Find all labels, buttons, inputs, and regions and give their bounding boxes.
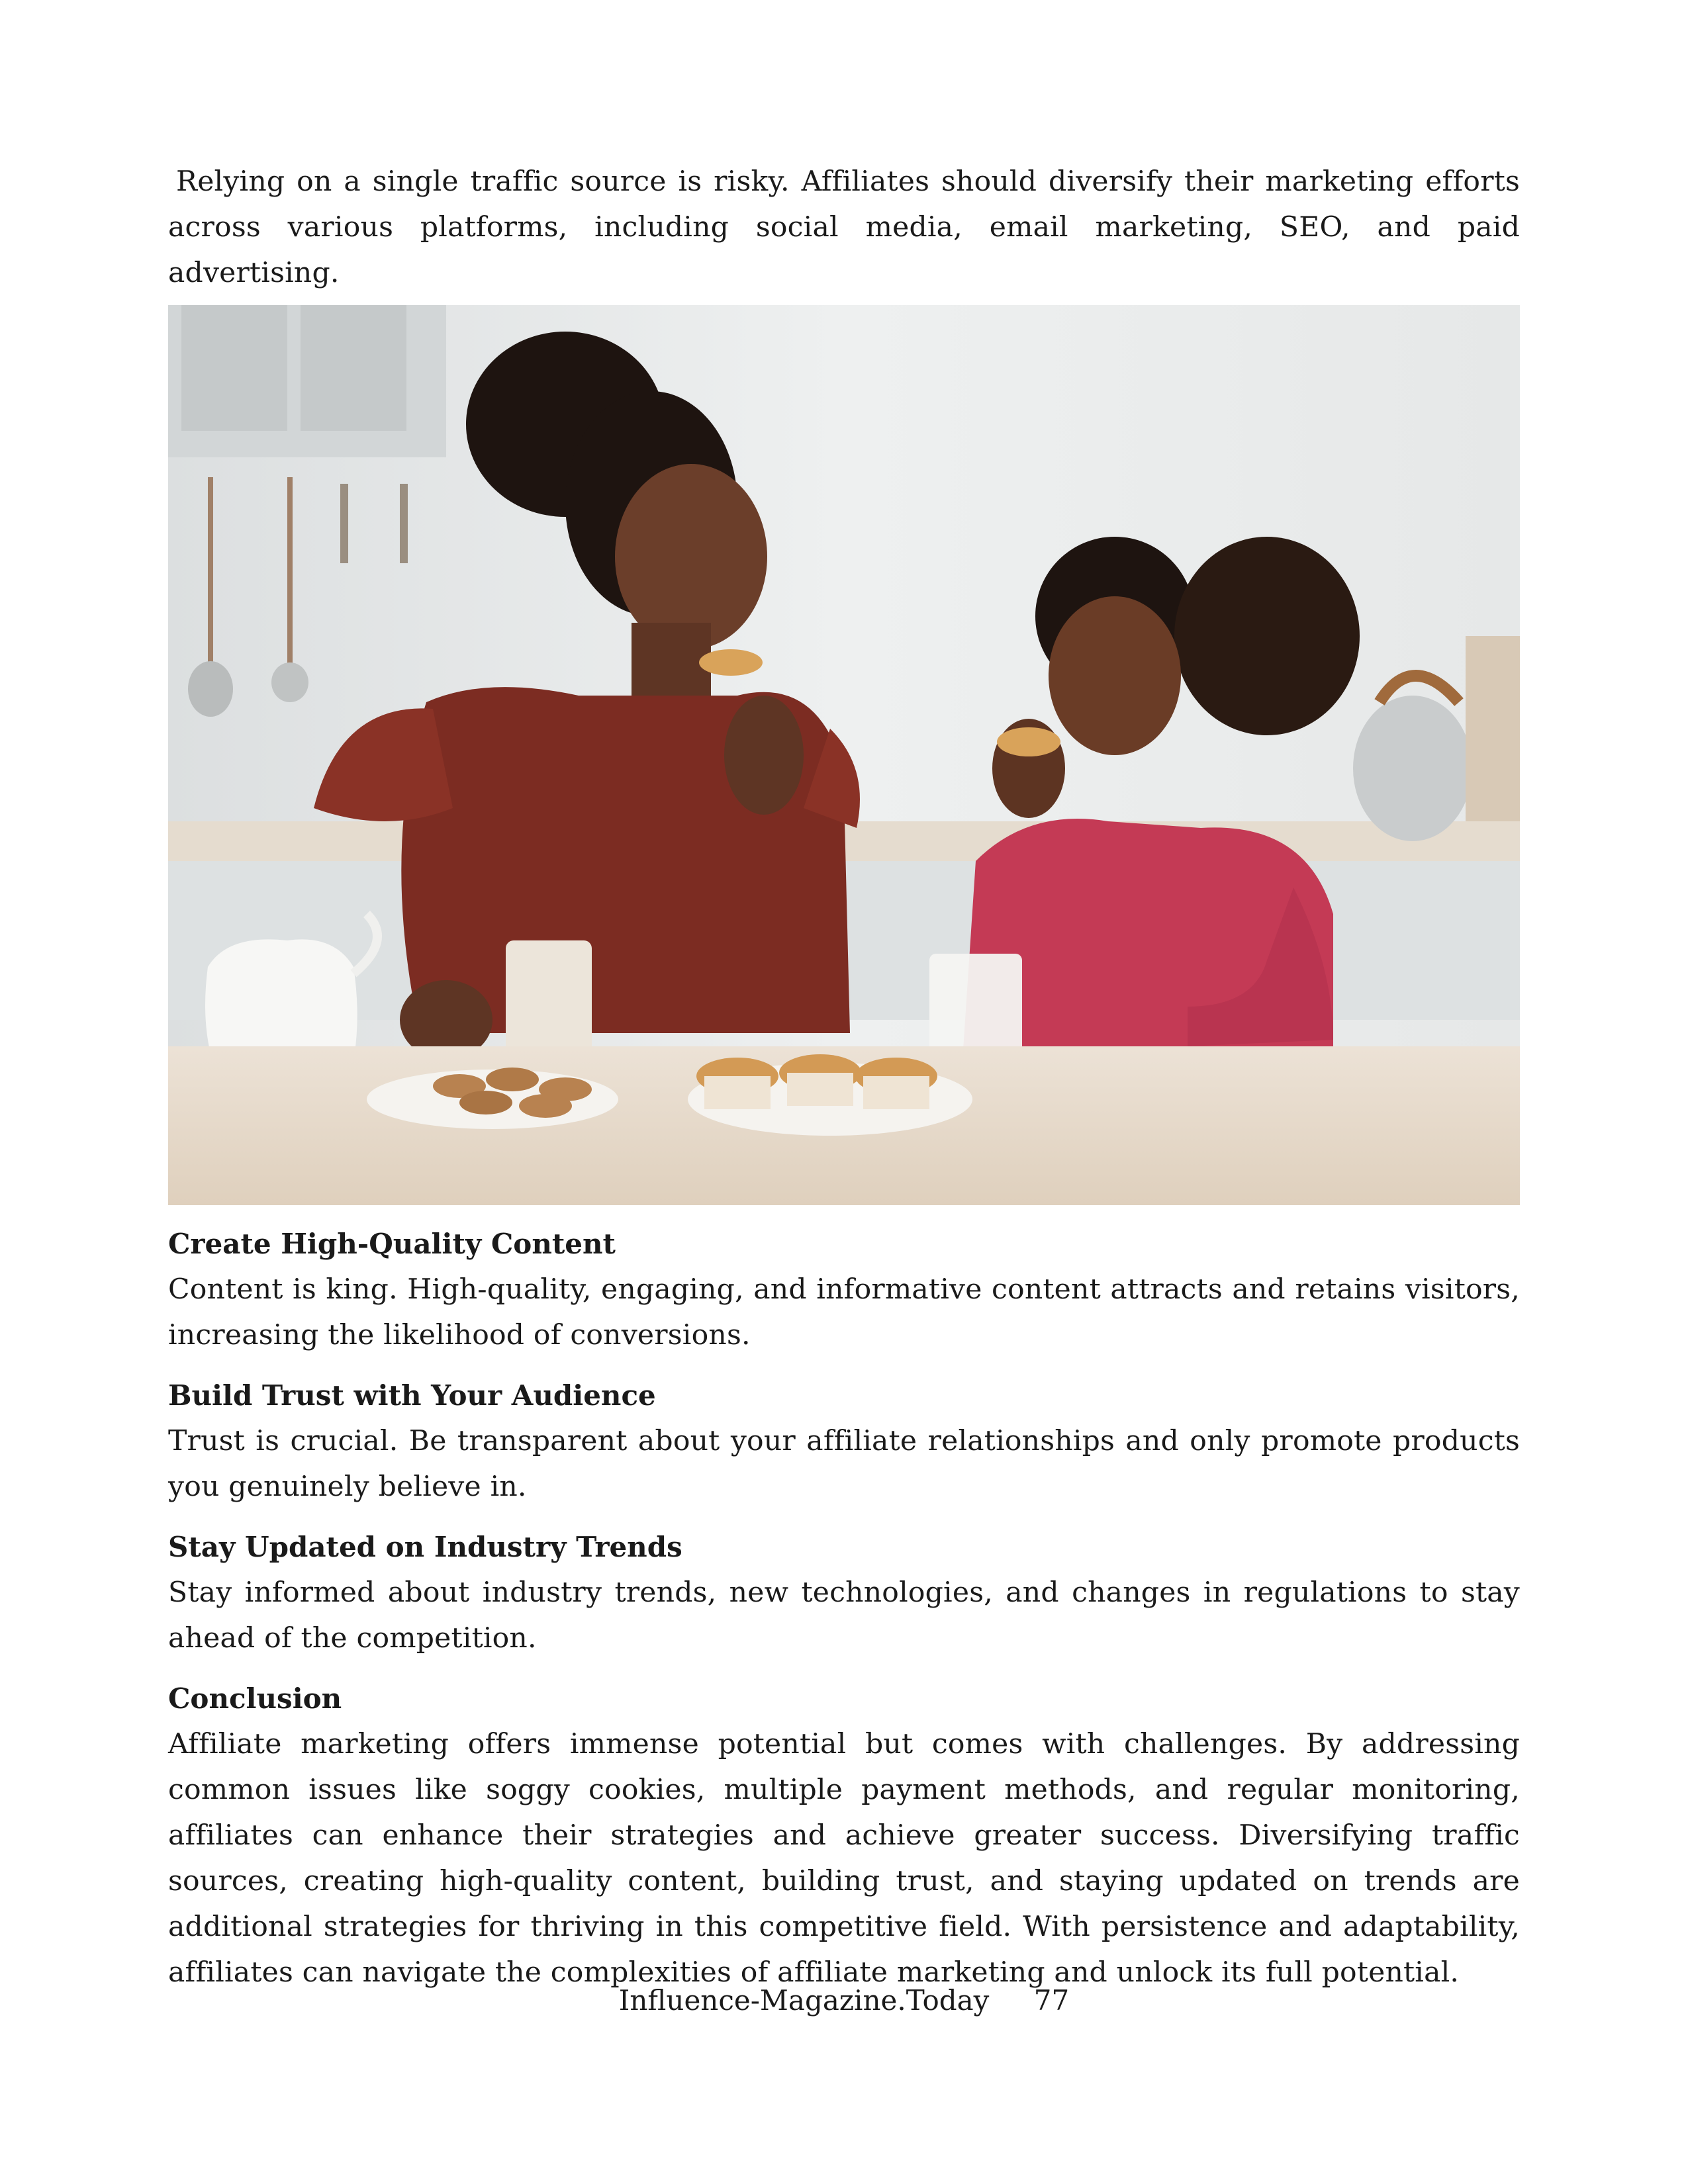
- article-photo: [168, 305, 1520, 1205]
- section-body: Content is king. High-quality, engaging, and informative content attracts and retains visitors, increasing the likelihood of conversions.: [168, 1273, 1520, 1351]
- page-number: 77: [1033, 1984, 1070, 2017]
- section-industry-trends: [168, 1524, 1520, 1661]
- section-body: Stay informed about industry trends, new technologies, and changes in regulations to stay ahead of the competition.: [168, 1576, 1520, 1655]
- section-heading: Stay Updated on Industry Trends: [168, 1531, 682, 1563]
- section-heading: Create High-Quality Content: [168, 1228, 616, 1260]
- section-high-quality-content: [168, 1221, 1520, 1358]
- section-conclusion: [168, 1676, 1520, 1995]
- page-content: [168, 159, 1520, 1995]
- section-heading: Conclusion: [168, 1682, 342, 1715]
- section-body: Trust is crucial. Be transparent about your affiliate relationships and only promote products you genuinely believe in.: [168, 1425, 1520, 1503]
- intro-paragraph: Relying on a single traffic source is risky. Affiliates should diversify their marketing efforts across various platforms, including social media, email marketing, SEO, and paid advertising.: [168, 165, 1520, 289]
- section-build-trust: [168, 1373, 1520, 1510]
- footer-site-name: Influence-Magazine.Today: [618, 1984, 990, 2017]
- page-footer: [0, 1984, 1688, 2017]
- section-body: Affiliate marketing offers immense potential but comes with challenges. By addressing common issues like soggy cookies, multiple payment methods, and regular monitoring, affiliates can enhance their strategies and achieve greater success. Diversifying traffic sources, creating high-quality content, building trust, and staying updated on trends are additional strategies for thriving in this competitive field. With persistence and adaptability, affiliates can navigate the complexities of affiliate marketing and unlock its full potential.: [168, 1728, 1520, 1989]
- section-heading: Build Trust with Your Audience: [168, 1379, 656, 1412]
